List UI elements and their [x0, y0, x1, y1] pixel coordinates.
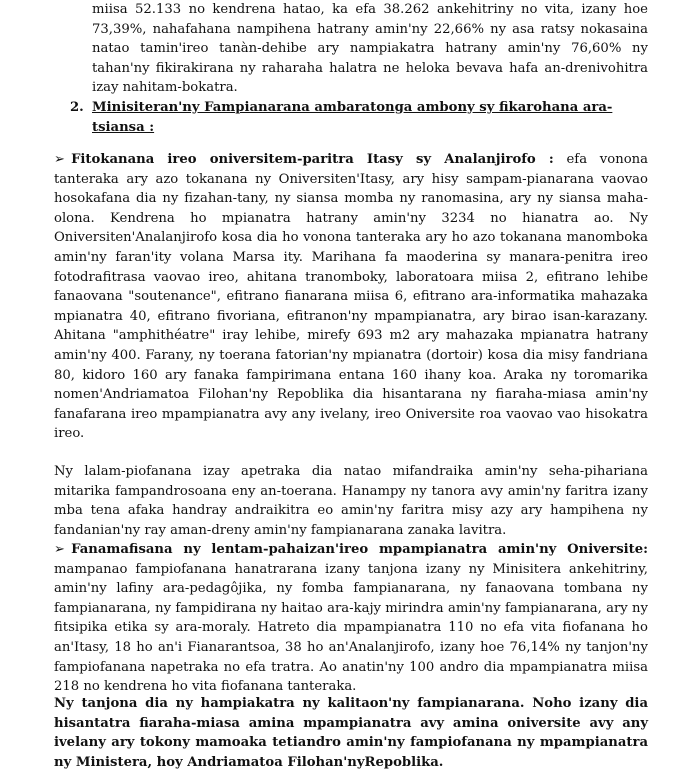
bullet-arrow-icon: ➢ [54, 152, 66, 167]
bullet-text: mampanao fampiofanana hanatrarana izany tanjona izany ny Minisitera ankehitriny, amin'ny lafiny ara-pedagôjika, ny fomba fampianarana, ny fanaovana tombana ny fampianarana, ny fampidirana ny haitao ara-kajy mirindra amin'ny fampianarana, ary ny fitsipika etika sy ara-moraly. Hatreto dia mpampianatra 110 no efa vita fiofanana ho an'Itasy, 18 ho an'i Fianarantsoa, 38 ho an'Analanjirofo, izany hoe 76,14% ny tanjon'ny fampiofanana napetraka no efa tratra. Ao anatin'ny 100 andro dia mpampianatra miisa 218 no kendrena ho vita fiofanana tanteraka. [54, 561, 648, 695]
conclusion-paragraph: Ny tanjona dia ny hampiakatra ny kalitaon'ny fampianarana. Noho izany dia hisantatra fiaraha-miasa amina mpampianatra avy amina oniversite avy any ivelany ary tokony mamoaka tetiandro amin'ny fampiofanana ny mpampianatra ny Ministera, hoy Andriamatoa Filohan'nyRepoblika. [54, 696, 648, 770]
bullet-heading: Fitokanana ireo oniversitem-paritra Itasy sy Analanjirofo : [71, 152, 554, 167]
section-title-line1: Minisiteran'ny Fampianarana ambaratonga ambony sy fikarohana ara- [92, 100, 613, 115]
bullet-heading: Fanamafisana ny lentam-pahaizan'ireo mpampianatra amin'ny Oniversite: [71, 542, 648, 557]
bullet-arrow-icon: ➢ [54, 542, 66, 557]
section-number: 2. [70, 100, 84, 115]
bullet-lentam-pahaizana [54, 540, 648, 697]
section-title-line2: tsiansa : [92, 120, 155, 135]
top-paragraph: miisa 52.133 no kendrena hatao, ka efa 38.262 ankehitriny no vita, izany hoe 73,39%, nahafahana nampihena hatrany amin'ny 22,66% ny asa ratsy nokasaina natao tamin'ireo tanàn-dehibe ary nampiakatra hatrany amin'ny 76,60% ny tahan'ny fikirakirana ny raharaha halatra ne heloka bevava hafa an-drenivohitra izay nahitam-bokatra. [92, 2, 648, 96]
bullet-text: efa vonona tanteraka ary azo tokanana ny Oniversiten'Itasy, ary hisy sampam-pianarana vaovao hosokafana dia ny fizahan-tany, ny siansa momba ny ranomasina, ary ny siansa maha-olona. Kendrena ho mpianatra hatrany amin'ny 3234 no hianatra ao. Ny Oniversiten'Analanjirofo kosa dia ho vonona tanteraka ary ho azo tokanana manomboka amin'ny faran'ity volana Marsa ity. Marihana fa maoderina sy manara-penitra ireo fotodrafitrasa vaovao ireo, ahitana tranomboky, laboratoara miisa 2, efitrano lehibe fanaovana "soutenance", efitrano fianarana miisa 6, efitrano ara-informatika mahazaka mpianatra 40, efitrano fivoriana, efitranon'ny mpampianatra, ary birao isan-karazany. Ahitana "amphithéatre" iray lehibe, mirefy 693 m2 ary mahazaka mpianatra hatrany amin'ny 400. Farany, ny toerana fatorian'ny mpianatra (dortoir) kosa dia misy fandriana 80, kidoro 160 ary fanaka fampirimana entana 160 ihany koa. Araka ny toromarika nomen'Andriamatoa Filohan'ny Repoblika dia hisantarana ny fiaraha-miasa amin'ny fanafarana ireo mpampianatra avy any ivelany, ireo Oniversite roa vaovao vao hisokatra ireo. [54, 152, 648, 442]
bullet-itasy-analanjirofo [54, 150, 648, 444]
paragraph-lalam-piofanana: Ny lalam-piofanana izay apetraka dia natao mifandraika amin'ny seha-pihariana mitarika fampandrosoana eny an-toerana. Hanampy ny tanora avy amin'ny faritra izany mba tena afaka handray andraikitra eo amin'ny faritra misy azy ary hampihena ny fandanian'ny ray aman-dreny amin'ny fampianarana zanaka lavitra. [54, 464, 648, 538]
